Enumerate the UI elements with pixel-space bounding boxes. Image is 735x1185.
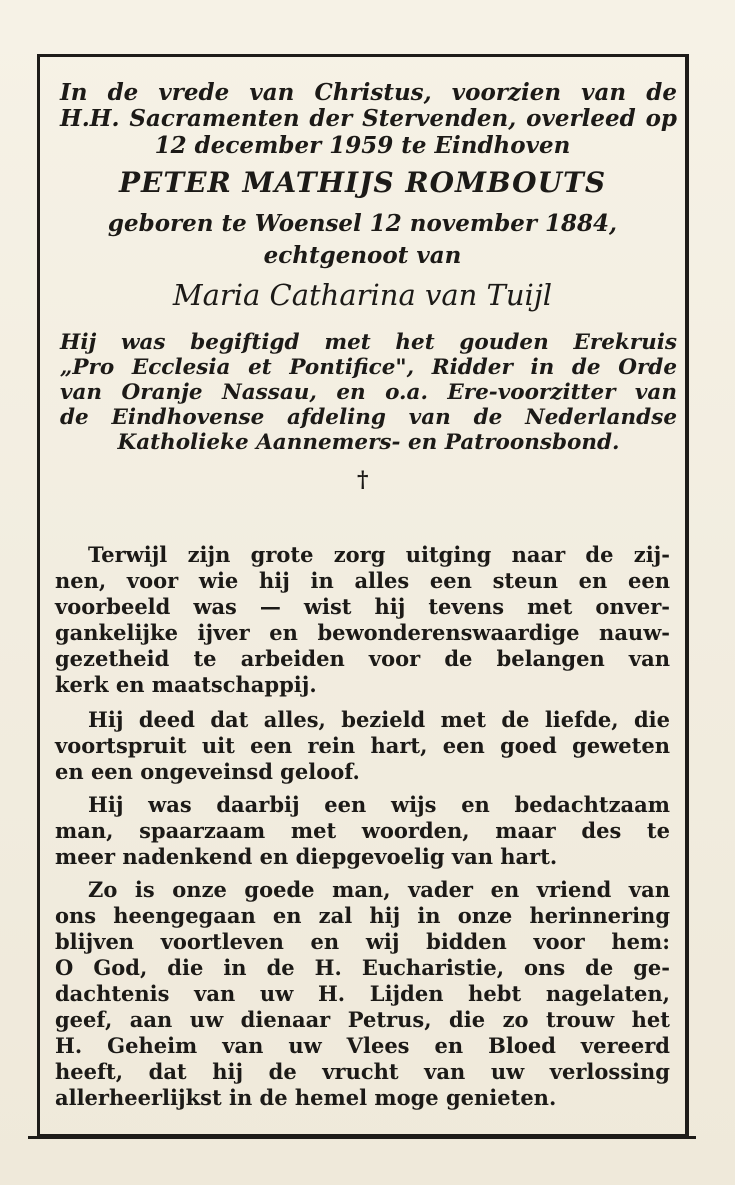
paragraph-3-line-3: meer nadenkend en diepgevoelig van hart. (55, 844, 558, 869)
header-line-2: H.H. Sacramenten der Stervenden, overleed op (60, 105, 677, 132)
paragraph-2-line-2: voortspruit uit een rein hart, een goed geweten (55, 733, 670, 758)
paragraph-3-line-1: Hij was daarbij een wijs en bedachtzaam (88, 792, 670, 817)
paragraph-4-line-5: dachtenis van uw H. Lijden hebt nagelaten, (55, 981, 670, 1006)
paragraph-1-line-5: gezetheid te arbeiden voor de belangen van (55, 646, 670, 671)
paragraph-1-line-2: nen, voor wie hij in alles een steun en een (55, 568, 670, 593)
honors-line-1: Hij was begiftigd met het gouden Erekruis (60, 330, 677, 355)
paragraph-2-line-1: Hij deed dat alles, bezield met de liefde, die (88, 707, 670, 732)
paragraph-4-line-8: heeft, dat hij de vrucht van uw verlossing (55, 1059, 670, 1084)
spouse-intro: echtgenoot van (263, 242, 462, 269)
paragraph-4-line-1: Zo is onze goede man, vader en vriend van (88, 877, 670, 902)
paragraph-4-line-7: H. Geheim van uw Vlees en Bloed vereerd (55, 1033, 670, 1058)
cross-icon: † (357, 467, 369, 493)
header-line-3: 12 december 1959 te Eindhoven (154, 132, 571, 159)
paragraph-1-line-1: Terwijl zijn grote zorg uitging naar de zij- (88, 542, 670, 567)
paragraph-4-line-3: blijven voortleven en wij bidden voor hem: (55, 929, 670, 954)
paragraph-4-line-2: ons heengegaan en zal hij in onze herinnering (55, 903, 670, 928)
deceased-name: PETER MATHIJS ROMBOUTS (118, 166, 607, 199)
paragraph-4-line-6: geef, aan uw dienaar Petrus, die zo trouw het (55, 1007, 670, 1032)
born-line: geboren te Woensel 12 november 1884, (107, 210, 618, 237)
paragraph-1-line-4: gankelijke ijver en bewonderenswaardige nauw- (55, 620, 670, 645)
paragraph-4-line-9: allerheerlijkst in de hemel moge genieten. (55, 1085, 557, 1110)
header-line-1: In de vrede van Christus, voorzien van de (60, 79, 677, 106)
paragraph-3-line-2: man, spaarzaam met woorden, maar des te (55, 818, 670, 843)
bottom-border-rule (28, 1136, 696, 1139)
paragraph-1-line-6: kerk en maatschappij. (55, 672, 317, 697)
honors-line-5: Katholieke Aannemers- en Patroonsbond. (117, 430, 620, 455)
paragraph-1-line-3: voorbeeld was — wist hij tevens met onver- (55, 594, 670, 619)
honors-line-2: „Pro Ecclesia et Pontifice", Ridder in de Orde (60, 355, 677, 380)
paragraph-2-line-3: en een ongeveinsd geloof. (55, 759, 360, 784)
paragraph-4-line-4: O God, die in de H. Eucharistie, ons de ge- (55, 955, 670, 980)
spouse-name: Maria Catharina van Tuijl (172, 278, 553, 312)
honors-line-3: van Oranje Nassau, en o.a. Ere-voorzitter van (60, 380, 677, 405)
honors-line-4: de Eindhovense afdeling van de Nederlandse (60, 405, 677, 430)
